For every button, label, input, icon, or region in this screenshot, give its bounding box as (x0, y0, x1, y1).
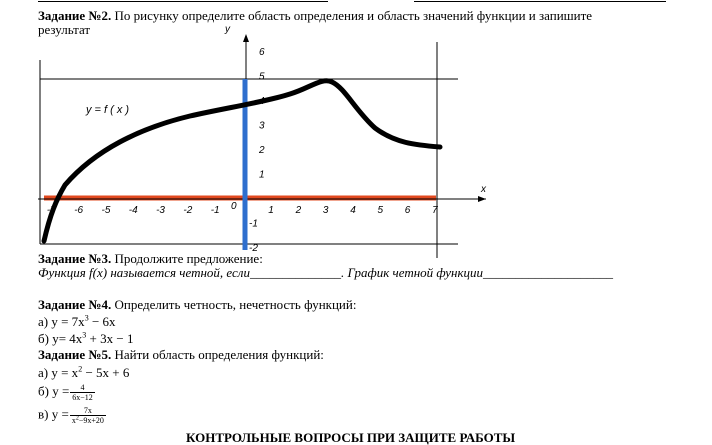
x-tick-label: -6 (74, 205, 84, 216)
y-tick-label: 1 (259, 169, 265, 181)
task3-number: Задание №3. (38, 251, 112, 266)
x-tick-label: -4 (128, 205, 138, 216)
task3-sentence-a: Функция f(x) называется четной, если (38, 265, 250, 280)
x-tick-label: -3 (156, 205, 166, 216)
x-tick-label: -5 (101, 205, 111, 216)
origin-label: 0 (231, 201, 237, 212)
task4-b-suffix: + 3x − 1 (86, 331, 134, 346)
task3-sentence (38, 266, 613, 280)
task5-item-b (38, 383, 95, 402)
x-tick-label: 4 (350, 205, 356, 216)
task5-item-a (38, 366, 129, 380)
task5-b-den: 6x−12 (72, 393, 93, 402)
task4-item-a (38, 315, 116, 329)
x-tick-label: 2 (295, 205, 302, 216)
task2-text: По рисунку определите область определения и область значений функции и запишите (111, 8, 593, 23)
task3-heading (38, 252, 263, 266)
task5-c-fraction (70, 406, 106, 425)
x-tick-label: 1 (268, 205, 274, 216)
task2-number: Задание №2. (38, 8, 112, 23)
task3-text: Продолжите предложение: (111, 251, 263, 266)
x-axis-arrow (478, 196, 486, 202)
task5-c-den-exp: 2 (75, 415, 79, 422)
task5-number: Задание №5. (38, 347, 112, 362)
task3-blank2[interactable]: ____________________ (483, 265, 614, 280)
y-tick-label: 6 (259, 47, 265, 58)
task4-number: Задание №4. (38, 297, 112, 312)
y-axis-arrow (243, 34, 249, 42)
task3-sentence-b: . График четной функции (340, 265, 484, 280)
y-tick-label: 2 (259, 145, 265, 156)
x-tick-label: -2 (183, 205, 193, 216)
task5-c-num: 7x (70, 406, 106, 416)
y-tick-label: 3 (259, 120, 265, 132)
task4-b-exp: 3 (82, 330, 87, 340)
x-tick-label: 6 (404, 205, 411, 216)
y-tick-labels (249, 47, 265, 254)
task5-b-fraction (70, 383, 95, 402)
task4-heading (38, 298, 356, 312)
task5-heading (38, 348, 324, 362)
task4-b-prefix: б) y= 4x (38, 331, 83, 346)
x-tick-label: -1 (210, 205, 220, 216)
x-tick-label: 3 (322, 205, 329, 216)
task4-item-b (38, 332, 133, 346)
task5-a-suffix: − 5x + 6 (82, 365, 130, 380)
task5-c-prefix: в) y = (38, 406, 69, 422)
footer-heading: КОНТРОЛЬНЫЕ ВОПРОСЫ ПРИ ЗАЩИТЕ РАБОТЫ (186, 430, 516, 445)
y-tick-label: -2 (249, 243, 258, 254)
function-label: y = f ( x ) (86, 104, 130, 116)
task5-item-c (38, 406, 106, 425)
task5-b-prefix: б) y = (38, 383, 70, 399)
y-tick-label: -1 (249, 218, 258, 230)
task4-a-prefix: а) y = 7x (38, 314, 85, 329)
task2-line2: результат (38, 22, 91, 37)
task3-blank1[interactable]: ______________ (249, 265, 341, 280)
task5-text: Найти область определения функций: (111, 347, 324, 362)
task5-c-den-b: −9x+20 (78, 416, 104, 425)
x-tick-label: 7 (432, 205, 438, 216)
task5-b-num: 4 (70, 383, 95, 393)
x-tick-label: -7 (46, 205, 56, 216)
y-tick-label: 5 (259, 71, 265, 83)
task5-a-prefix: а) y = x (38, 365, 79, 380)
axis-x-label: x (481, 184, 486, 195)
x-tick-label: 5 (377, 205, 384, 216)
y-tick-label: 4 (259, 96, 265, 107)
task5-c-den (70, 416, 106, 425)
axis-y-label: y (225, 24, 230, 35)
task4-a-exp: 3 (84, 313, 89, 323)
task4-a-suffix: − 6x (88, 314, 116, 329)
task4-text: Определить четность, нечетность функций: (111, 297, 357, 312)
task5-a-exp: 2 (78, 364, 83, 374)
task5-c-den-a: x (71, 416, 76, 425)
